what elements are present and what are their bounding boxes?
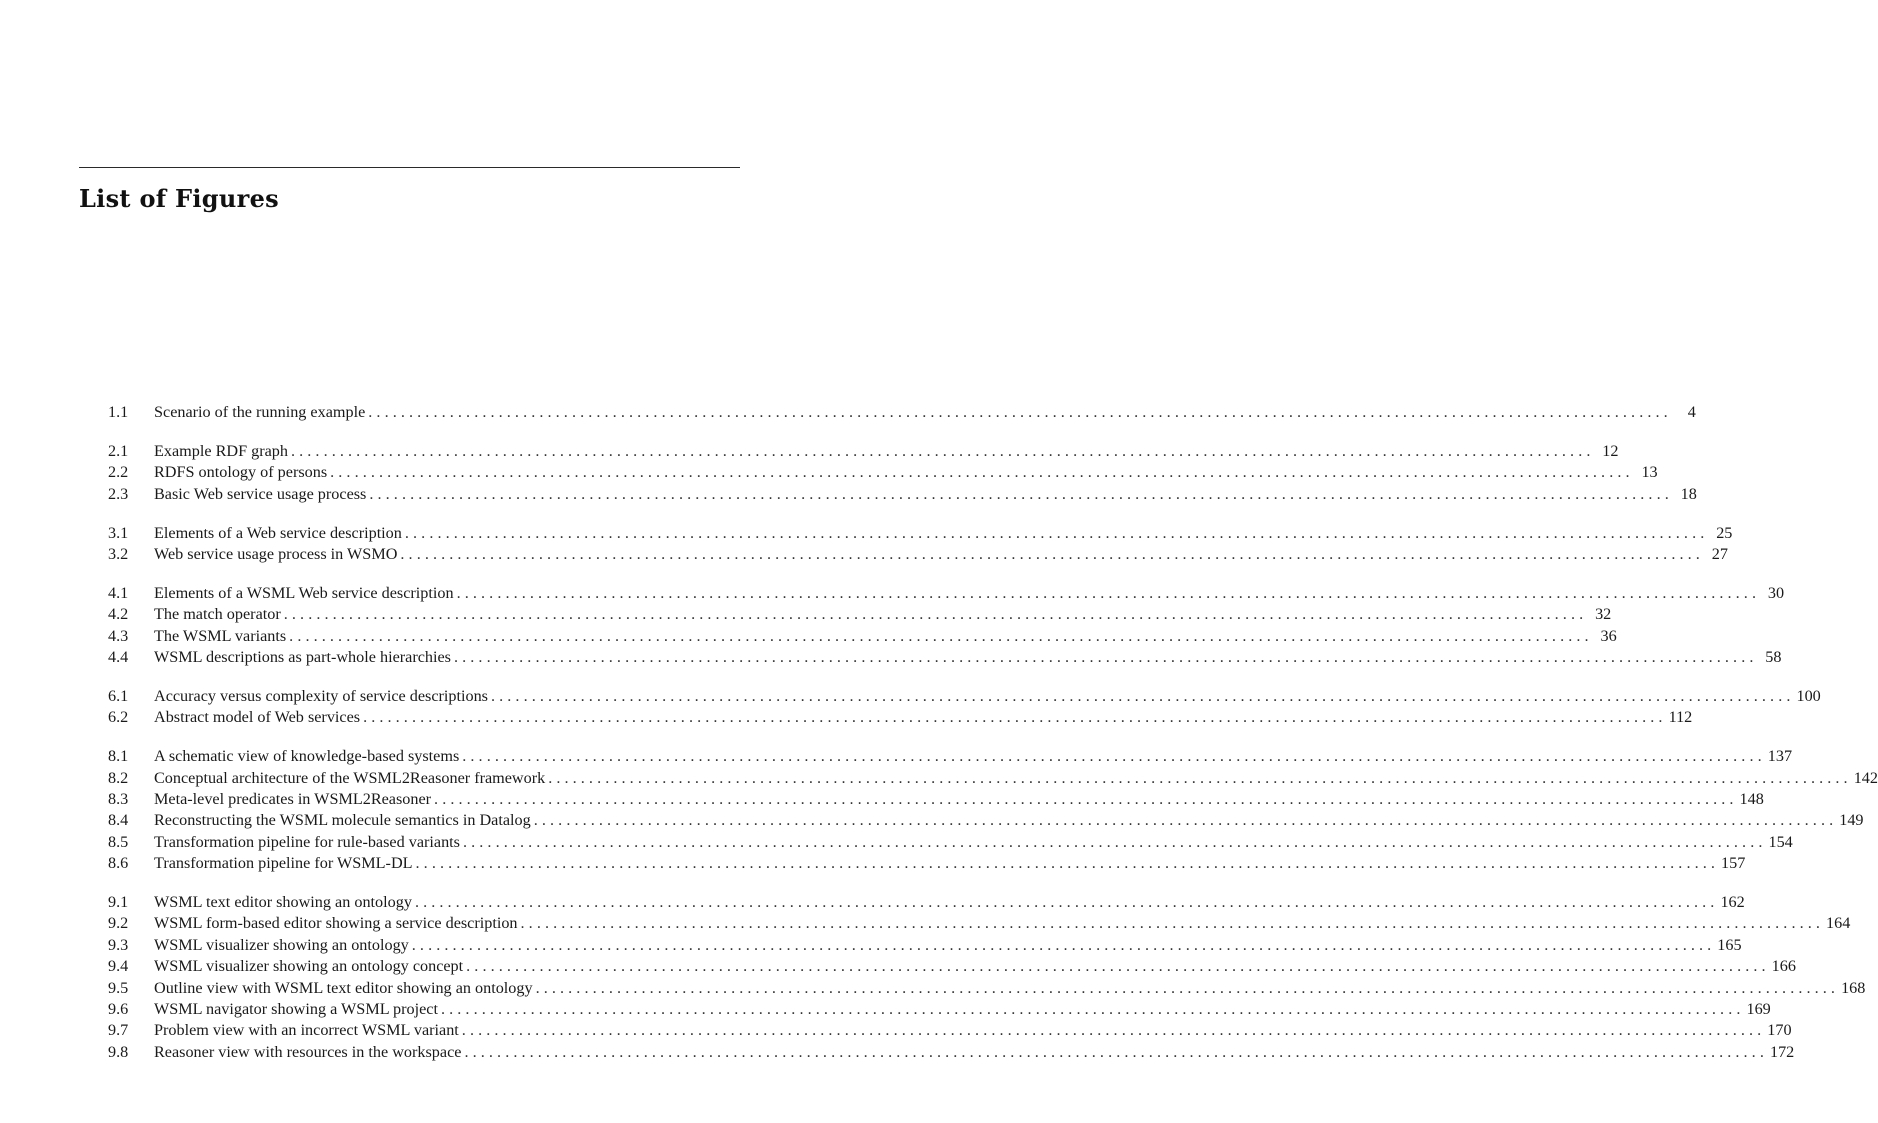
figure-number: 2.1 (108, 441, 129, 460)
dot-leader (466, 956, 1770, 977)
figure-group (108, 892, 1866, 1063)
dot-leader (521, 913, 1825, 934)
figure-page-number: 149 (1839, 811, 1864, 830)
figure-entry[interactable] (108, 626, 1617, 647)
dot-leader (491, 686, 1795, 707)
figure-page-number: 164 (1826, 914, 1851, 933)
dot-leader (463, 832, 1767, 853)
figure-entry[interactable] (108, 935, 1742, 956)
dot-leader (441, 999, 1745, 1020)
figure-page-number: 58 (1765, 648, 1782, 667)
dot-leader (416, 853, 1720, 874)
dot-leader (534, 810, 1838, 831)
dot-leader (415, 892, 1719, 913)
figure-number: 9.4 (108, 957, 129, 976)
figure-caption: Transformation pipeline for rule-based variants (154, 832, 460, 851)
dot-leader (400, 544, 1704, 565)
figure-caption: Scenario of the running example (154, 403, 366, 421)
figure-entry[interactable] (108, 746, 1793, 767)
dot-leader (464, 1042, 1768, 1063)
figure-caption: Accuracy versus complexity of service descriptions (154, 686, 488, 705)
list-of-figures (108, 402, 1878, 1081)
figure-number: 1.1 (108, 403, 129, 421)
figure-caption: The WSML variants (154, 626, 287, 645)
figure-caption: Meta-level predicates in WSML2Reasoner (154, 789, 432, 808)
figure-number: 3.2 (108, 544, 129, 563)
figure-page-number: 168 (1841, 978, 1866, 997)
figure-number: 8.1 (108, 747, 129, 766)
figure-caption: Outline view with WSML text editor showing an ontology (154, 978, 533, 997)
figure-entry[interactable] (108, 1042, 1795, 1063)
figure-number: 4.2 (108, 605, 129, 624)
header-rule (79, 167, 740, 168)
figure-group (108, 746, 1878, 874)
figure-number: 3.1 (108, 523, 129, 542)
dot-leader (454, 647, 1758, 668)
figure-entry[interactable] (108, 523, 1733, 544)
figure-entry[interactable] (108, 462, 1658, 483)
figure-entry[interactable] (108, 604, 1612, 625)
figure-page-number: 112 (1668, 708, 1693, 727)
figure-entry[interactable] (108, 913, 1851, 934)
figure-caption: The match operator (154, 605, 281, 624)
figure-page-number: 12 (1602, 441, 1619, 460)
dot-leader (330, 462, 1634, 483)
figure-number: 8.4 (108, 811, 129, 830)
figure-number: 9.5 (108, 978, 129, 997)
figure-entry[interactable] (108, 768, 1878, 789)
figure-caption: Reasoner view with resources in the workspace (154, 1042, 462, 1061)
figure-caption: Conceptual architecture of the WSML2Reasoner framework (154, 768, 546, 787)
figure-page-number: 36 (1600, 626, 1617, 645)
figure-page-number: 32 (1595, 605, 1612, 624)
figure-entry[interactable] (108, 441, 1619, 462)
figure-caption: Web service usage process in WSMO (154, 544, 398, 563)
dot-leader (462, 746, 1766, 767)
figure-number: 9.3 (108, 935, 129, 954)
page-title: List of Figures (79, 184, 279, 213)
figure-caption: Example RDF graph (154, 441, 288, 460)
figure-caption: A schematic view of knowledge-based systems (154, 747, 460, 766)
figure-page-number: 100 (1796, 686, 1821, 705)
dot-leader (368, 402, 1672, 423)
figure-caption: Abstract model of Web services (154, 708, 361, 727)
dot-leader (363, 707, 1667, 728)
figure-group (108, 583, 1785, 669)
figure-caption: Transformation pipeline for WSML-DL (154, 854, 413, 873)
figure-number: 8.2 (108, 768, 129, 787)
figure-group (108, 441, 1697, 505)
figure-entry[interactable] (108, 583, 1785, 604)
dot-leader (548, 768, 1852, 789)
figure-group (108, 523, 1733, 566)
figure-number: 9.7 (108, 1021, 129, 1040)
figure-entry[interactable] (108, 978, 1866, 999)
figure-group (108, 686, 1821, 729)
dot-leader (405, 523, 1709, 544)
figure-page-number: 169 (1746, 999, 1771, 1018)
figure-entry[interactable] (108, 686, 1821, 707)
figure-page-number: 166 (1771, 957, 1796, 976)
dot-leader (457, 583, 1761, 604)
dot-leader (289, 626, 1593, 647)
figure-caption: Reconstructing the WSML molecule semantics in Datalog (154, 811, 531, 830)
figure-number: 8.5 (108, 832, 129, 851)
figure-caption: Basic Web service usage process (154, 484, 367, 503)
dot-leader (291, 441, 1595, 462)
figure-caption: Elements of a WSML Web service description (154, 583, 454, 602)
figure-entry[interactable] (108, 707, 1693, 728)
figure-number: 2.2 (108, 463, 129, 482)
figure-caption: WSML descriptions as part-whole hierarchies (154, 648, 451, 667)
figure-page-number: 172 (1769, 1042, 1795, 1061)
dot-leader (434, 789, 1738, 810)
figure-entry[interactable] (108, 810, 1864, 831)
figure-caption: Problem view with an incorrect WSML variant (154, 1021, 459, 1040)
figure-caption: WSML visualizer showing an ontology concept (154, 957, 464, 976)
figure-number: 4.4 (108, 648, 129, 667)
figure-entry[interactable] (108, 789, 1764, 810)
figure-number: 6.2 (108, 708, 129, 727)
figure-page-number: 154 (1768, 832, 1793, 851)
figure-caption: RDFS ontology of persons (154, 463, 328, 482)
figure-entry[interactable] (108, 1020, 1792, 1041)
figure-page-number: 4 (1687, 403, 1696, 421)
figure-entry[interactable] (108, 544, 1728, 565)
figure-caption: WSML text editor showing an ontology (154, 893, 412, 912)
figure-number: 2.3 (108, 484, 129, 503)
figure-page-number: 170 (1767, 1021, 1792, 1040)
figure-page-number: 165 (1717, 935, 1742, 954)
figure-entry[interactable] (108, 402, 1696, 423)
figure-number: 9.2 (108, 914, 129, 933)
figure-number: 8.3 (108, 789, 129, 808)
figure-entry[interactable] (108, 956, 1796, 977)
figure-page-number: 18 (1680, 484, 1697, 503)
figure-number: 9.8 (108, 1042, 129, 1061)
figure-page-number: 30 (1767, 583, 1785, 602)
figure-number: 4.1 (108, 583, 129, 602)
figure-page-number: 162 (1720, 893, 1745, 912)
figure-page-number: 142 (1853, 768, 1878, 787)
figure-entry[interactable] (108, 853, 1746, 874)
figure-number: 6.1 (108, 686, 129, 705)
figure-page-number: 25 (1716, 523, 1733, 542)
figure-group (108, 402, 1696, 423)
figure-number: 8.6 (108, 854, 129, 873)
figure-number: 9.1 (108, 893, 129, 912)
figure-page-number: 27 (1711, 544, 1728, 563)
figure-entry[interactable] (108, 892, 1745, 913)
dot-leader (369, 484, 1673, 505)
figure-entry[interactable] (108, 999, 1771, 1020)
figure-page-number: 13 (1641, 463, 1658, 482)
figure-caption: WSML form-based editor showing a service description (154, 914, 518, 933)
dot-leader (412, 935, 1716, 956)
figure-page-number: 137 (1767, 747, 1793, 766)
dot-leader (536, 978, 1840, 999)
figure-entry[interactable] (108, 832, 1793, 853)
figure-page-number: 148 (1739, 789, 1764, 808)
figure-caption: Elements of a Web service description (154, 523, 402, 542)
figure-entry[interactable] (108, 484, 1697, 505)
dot-leader (462, 1020, 1766, 1041)
figure-entry[interactable] (108, 647, 1782, 668)
dot-leader (284, 604, 1588, 625)
figure-number: 4.3 (108, 626, 129, 645)
figure-caption: WSML visualizer showing an ontology (154, 935, 409, 954)
figure-page-number: 157 (1721, 854, 1746, 873)
figure-number: 9.6 (108, 999, 129, 1018)
figure-caption: WSML navigator showing a WSML project (154, 999, 438, 1018)
